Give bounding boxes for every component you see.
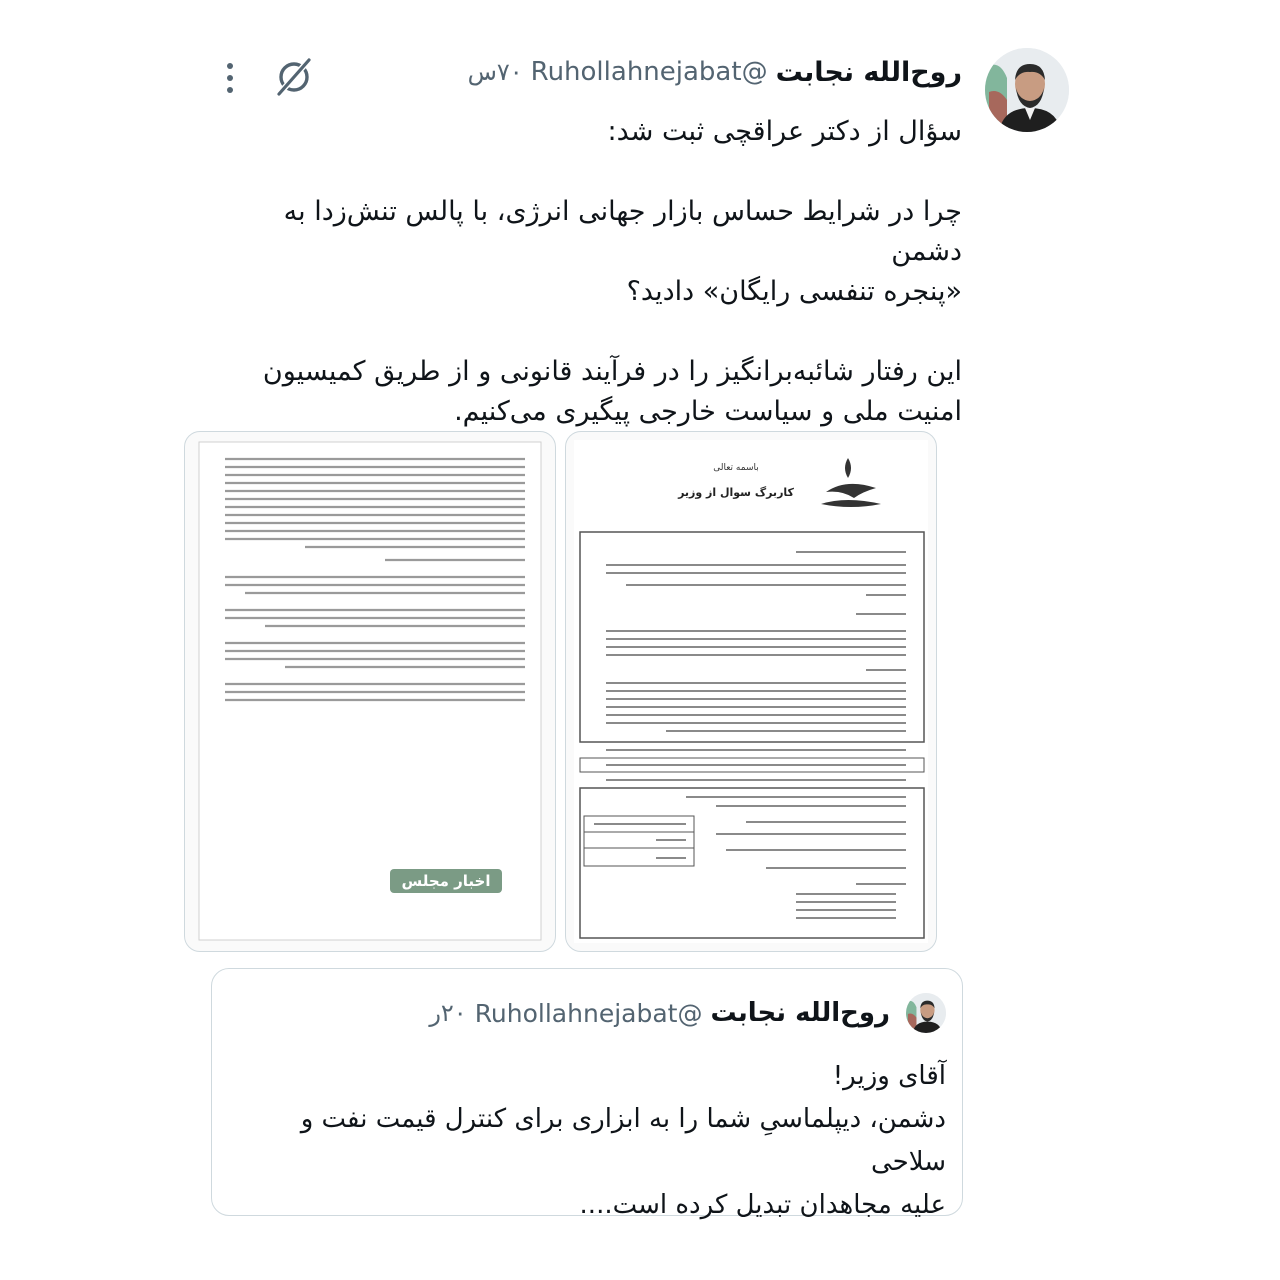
- more-vertical-icon[interactable]: [218, 58, 242, 98]
- doc-response-label: باسمه تعالی: [713, 463, 759, 473]
- tweet-line: امنیت ملی و سیاست خارجی پیگیری می‌کنیم.: [454, 396, 962, 427]
- tweet-line: «پنجره تنفسی رایگان» دادید؟: [626, 276, 962, 307]
- avatar-image: [985, 48, 1069, 132]
- quoted-line: دشمن، دیپلماسیِ شما را به ابزاری برای کنترل قیمت نفت و سلاحی: [300, 1104, 946, 1177]
- quoted-author-handle[interactable]: @Ruhollahnejabat: [474, 998, 703, 1028]
- tweet-header: [468, 52, 962, 92]
- tweet-body: [222, 112, 962, 432]
- quoted-tweet-header: [429, 993, 890, 1033]
- tweet-line: این رفتار شائبه‌برانگیز را در فرآیند قانونی و از طریق کمیسیون: [262, 356, 962, 387]
- author-name[interactable]: روح‌الله نجابت: [775, 56, 962, 88]
- quoted-author-avatar[interactable]: [906, 993, 946, 1033]
- author-avatar[interactable]: [985, 48, 1069, 132]
- quoted-line: آقای وزیر!: [832, 1061, 946, 1091]
- media-image-letter-page[interactable]: [184, 431, 556, 952]
- quoted-author-name[interactable]: روح‌الله نجابت: [710, 998, 890, 1028]
- doc-form-title: کاربرگ سوال از وزیر: [678, 486, 794, 499]
- watermark-text: اخبار مجلس: [401, 872, 491, 890]
- avatar-image: [906, 993, 946, 1033]
- quoted-line: علیه مجاهدان تبدیل کرده است....: [579, 1190, 946, 1220]
- author-handle[interactable]: @Ruhollahnejabat: [530, 57, 768, 87]
- media-image-question-form[interactable]: [565, 431, 937, 952]
- grok-icon[interactable]: [272, 56, 316, 98]
- quoted-post-time[interactable]: ۲۰ر: [429, 999, 467, 1027]
- post-time[interactable]: ۷۰س: [467, 58, 523, 86]
- media-gallery: [184, 431, 937, 950]
- quoted-tweet[interactable]: [211, 968, 963, 1220]
- tweet-line: سؤال از دکتر عراقچی ثبت شد:: [607, 116, 962, 147]
- tweet-line: چرا در شرایط حساس بازار جهانی انرژی، با پالس تنش‌زدا به دشمن: [283, 196, 962, 267]
- quoted-tweet-body: [230, 1055, 946, 1227]
